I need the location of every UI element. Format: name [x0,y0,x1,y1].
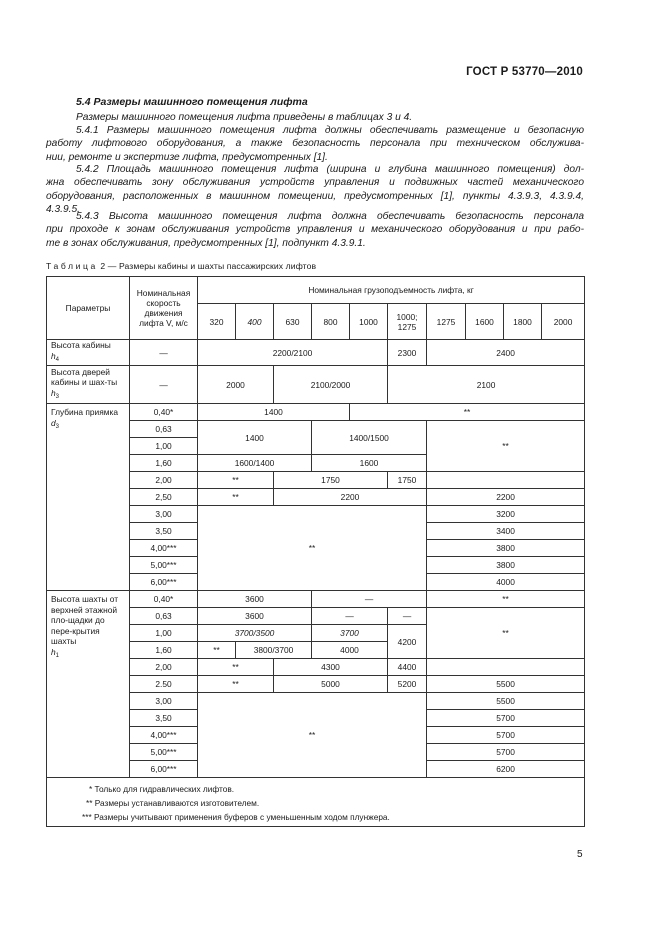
value-cell: 5700 [427,744,585,761]
capacity-cell: 1275 [427,304,466,340]
speed-cell: 2.50 [130,676,198,693]
paragraph-line: работу лифтового оборудования, а также безопасность персонала при техническом обслужива- [46,138,584,150]
note-buffers: *** Размеры учитывают применения буферов с уменьшенным ходом плунжера. [82,812,390,822]
param-door-height: Высота дверей кабины и шах-ты $h_3$ [47,366,130,404]
value-cell: ** [198,659,274,676]
value-cell: — [312,608,388,625]
value-cell: ** [198,642,236,659]
value-cell: 5200 [388,676,427,693]
speed-cell: 3,00 [130,693,198,710]
capacity-cell: 320 [198,304,236,340]
value-cell: ** [198,693,427,778]
capacity-cell: 1000; 1275 [388,304,427,340]
capacity-cell: 1000 [350,304,388,340]
value-cell: 4200 [388,625,427,659]
speed-cell: 6,00*** [130,574,198,591]
value-cell: 2200/2100 [198,340,388,366]
value-cell: ** [427,608,585,659]
value-cell: — [130,340,198,366]
value-cell: 6200 [427,761,585,778]
value-cell: 1750 [274,472,388,489]
paragraph-5-4-2 [46,163,584,216]
header-parameters: Параметры [47,277,130,340]
section-title: 5.4 Размеры машинного помещения лифта [76,96,308,108]
value-cell: 3800 [427,540,585,557]
value-cell: 3400 [427,523,585,540]
standard-number: ГОСТ Р 53770—2010 [466,66,583,78]
speed-cell: 1,60 [130,642,198,659]
value-cell [427,472,585,489]
value-cell: 3700 [312,625,388,642]
capacity-cell: 2000 [542,304,585,340]
speed-cell: 4,00*** [130,727,198,744]
table-caption-number: 2 [100,261,106,271]
capacity-cell: 400 [236,304,274,340]
speed-cell: 6,00*** [130,761,198,778]
speed-cell: 5,00*** [130,744,198,761]
value-cell: 4300 [274,659,388,676]
table-caption-text: — Размеры кабины и шахты пассажирских лифтов [107,261,317,271]
speed-cell: 0,40* [130,591,198,608]
value-cell: ** [198,676,274,693]
value-cell: 3700/3500 [198,625,312,642]
value-cell: 1600 [312,455,427,472]
note-manufacturer: ** Размеры устанавливаются изготовителем. [86,798,260,808]
capacity-cell: 800 [312,304,350,340]
paragraph-line: жна обеспечивать зону обслуживания устройств управления и подвижных частей механического [46,177,584,189]
value-cell: 4400 [388,659,427,676]
paragraph-5-4-1 [46,124,584,164]
speed-cell: 2,00 [130,659,198,676]
value-cell: 2200 [274,489,427,506]
capacity-cell: 630 [274,304,312,340]
value-cell: 3800/3700 [236,642,312,659]
paragraph-line: те в зонах обслуживания, предусмотренных [1], подпункт 4.3.9.1. [46,237,366,249]
value-cell: 5500 [427,693,585,710]
value-cell: 3600 [198,591,312,608]
value-cell: ** [427,421,585,472]
value-cell: — [130,366,198,404]
value-cell: ** [350,404,585,421]
table-notes [47,778,585,827]
paragraph-line: Размеры машинного помещения лифта приведены в таблицах 3 и 4. [76,112,413,123]
speed-cell: 0,40* [130,404,198,421]
value-cell: 1400/1500 [312,421,427,455]
paragraph-intro [46,111,584,124]
speed-cell: 3,50 [130,523,198,540]
header-capacity: Номинальная грузоподъемность лифта, кг [198,277,585,304]
value-cell: 2100 [388,366,585,404]
param-headroom: Высота шахты от верхней этажной пло-щадки до пере-крытия шахты $h_1$ [47,591,130,778]
value-cell: 5700 [427,727,585,744]
paragraph-line: 5.4.1 Размеры машинного помещения лифта должны обеспечивать размещение и безопасную [76,125,584,136]
value-cell: 1600/1400 [198,455,312,472]
value-cell: 2300 [388,340,427,366]
speed-cell: 3,50 [130,710,198,727]
capacity-cell: 1600 [466,304,504,340]
header-speed: Номинальная скорость движения лифта V, м/с [130,277,198,340]
value-cell: 1400 [198,404,350,421]
value-cell: ** [427,591,585,608]
speed-cell: 0,63 [130,608,198,625]
value-cell: 2000 [198,366,274,404]
paragraph-line: при проходе к зонам обслуживания устройств управления и механического оборудования и при рабо- [46,224,584,236]
value-cell: — [312,591,427,608]
speed-cell: 1,60 [130,455,198,472]
value-cell: 2100/2000 [274,366,388,404]
value-cell: 5500 [427,676,585,693]
param-pit-depth: Глубина приямка $d_3$ [47,404,130,591]
speed-cell: 2,00 [130,472,198,489]
value-cell: 1750 [388,472,427,489]
paragraph-line: оборудования, расположенных в машинном помещении, предусмотренных [1], пункты 4.3.9.3, 4.3.9.4, [46,190,584,202]
value-cell: 2200 [427,489,585,506]
speed-cell: 2,50 [130,489,198,506]
value-cell: ** [198,489,274,506]
note-hydraulic: * Только для гидравлических лифтов. [89,784,235,794]
value-cell: 5700 [427,710,585,727]
value-cell: 5000 [274,676,388,693]
value-cell: 4000 [312,642,388,659]
speed-cell: 1,00 [130,625,198,642]
value-cell: 1400 [198,421,312,455]
paragraph-line: 5.4.3 Высота машинного помещения лифта должна обеспечивать безопасность персонала [76,211,584,222]
paragraph-line: 5.4.2 Площадь машинного помещения лифта (ширина и глубина машинного помещения) дол- [76,164,584,175]
paragraph-line: нии, ремонте и экспертизе лифта, предусмотренных [1]. [46,151,328,163]
page-number: 5 [577,849,583,860]
speed-cell: 3,00 [130,506,198,523]
capacity-cell: 1800 [504,304,542,340]
param-cabin-height: Высота кабины $h_4$ [47,340,130,366]
value-cell: 3600 [198,608,312,625]
value-cell [427,659,585,676]
value-cell: ** [198,506,427,591]
speed-cell: 0,63 [130,421,198,438]
paragraph-line: 4.3.9.5. [46,203,80,215]
value-cell: 3800 [427,557,585,574]
speed-cell: 1,00 [130,438,198,455]
table-caption-word: Таблица [46,261,98,271]
elevator-dimensions-table [46,276,585,827]
speed-cell: 4,00*** [130,540,198,557]
value-cell: 4000 [427,574,585,591]
value-cell: 2400 [427,340,585,366]
value-cell: ** [198,472,274,489]
paragraph-5-4-3 [46,210,584,250]
speed-cell: 5,00*** [130,557,198,574]
table-caption [46,261,316,271]
value-cell: — [388,608,427,625]
value-cell: 3200 [427,506,585,523]
